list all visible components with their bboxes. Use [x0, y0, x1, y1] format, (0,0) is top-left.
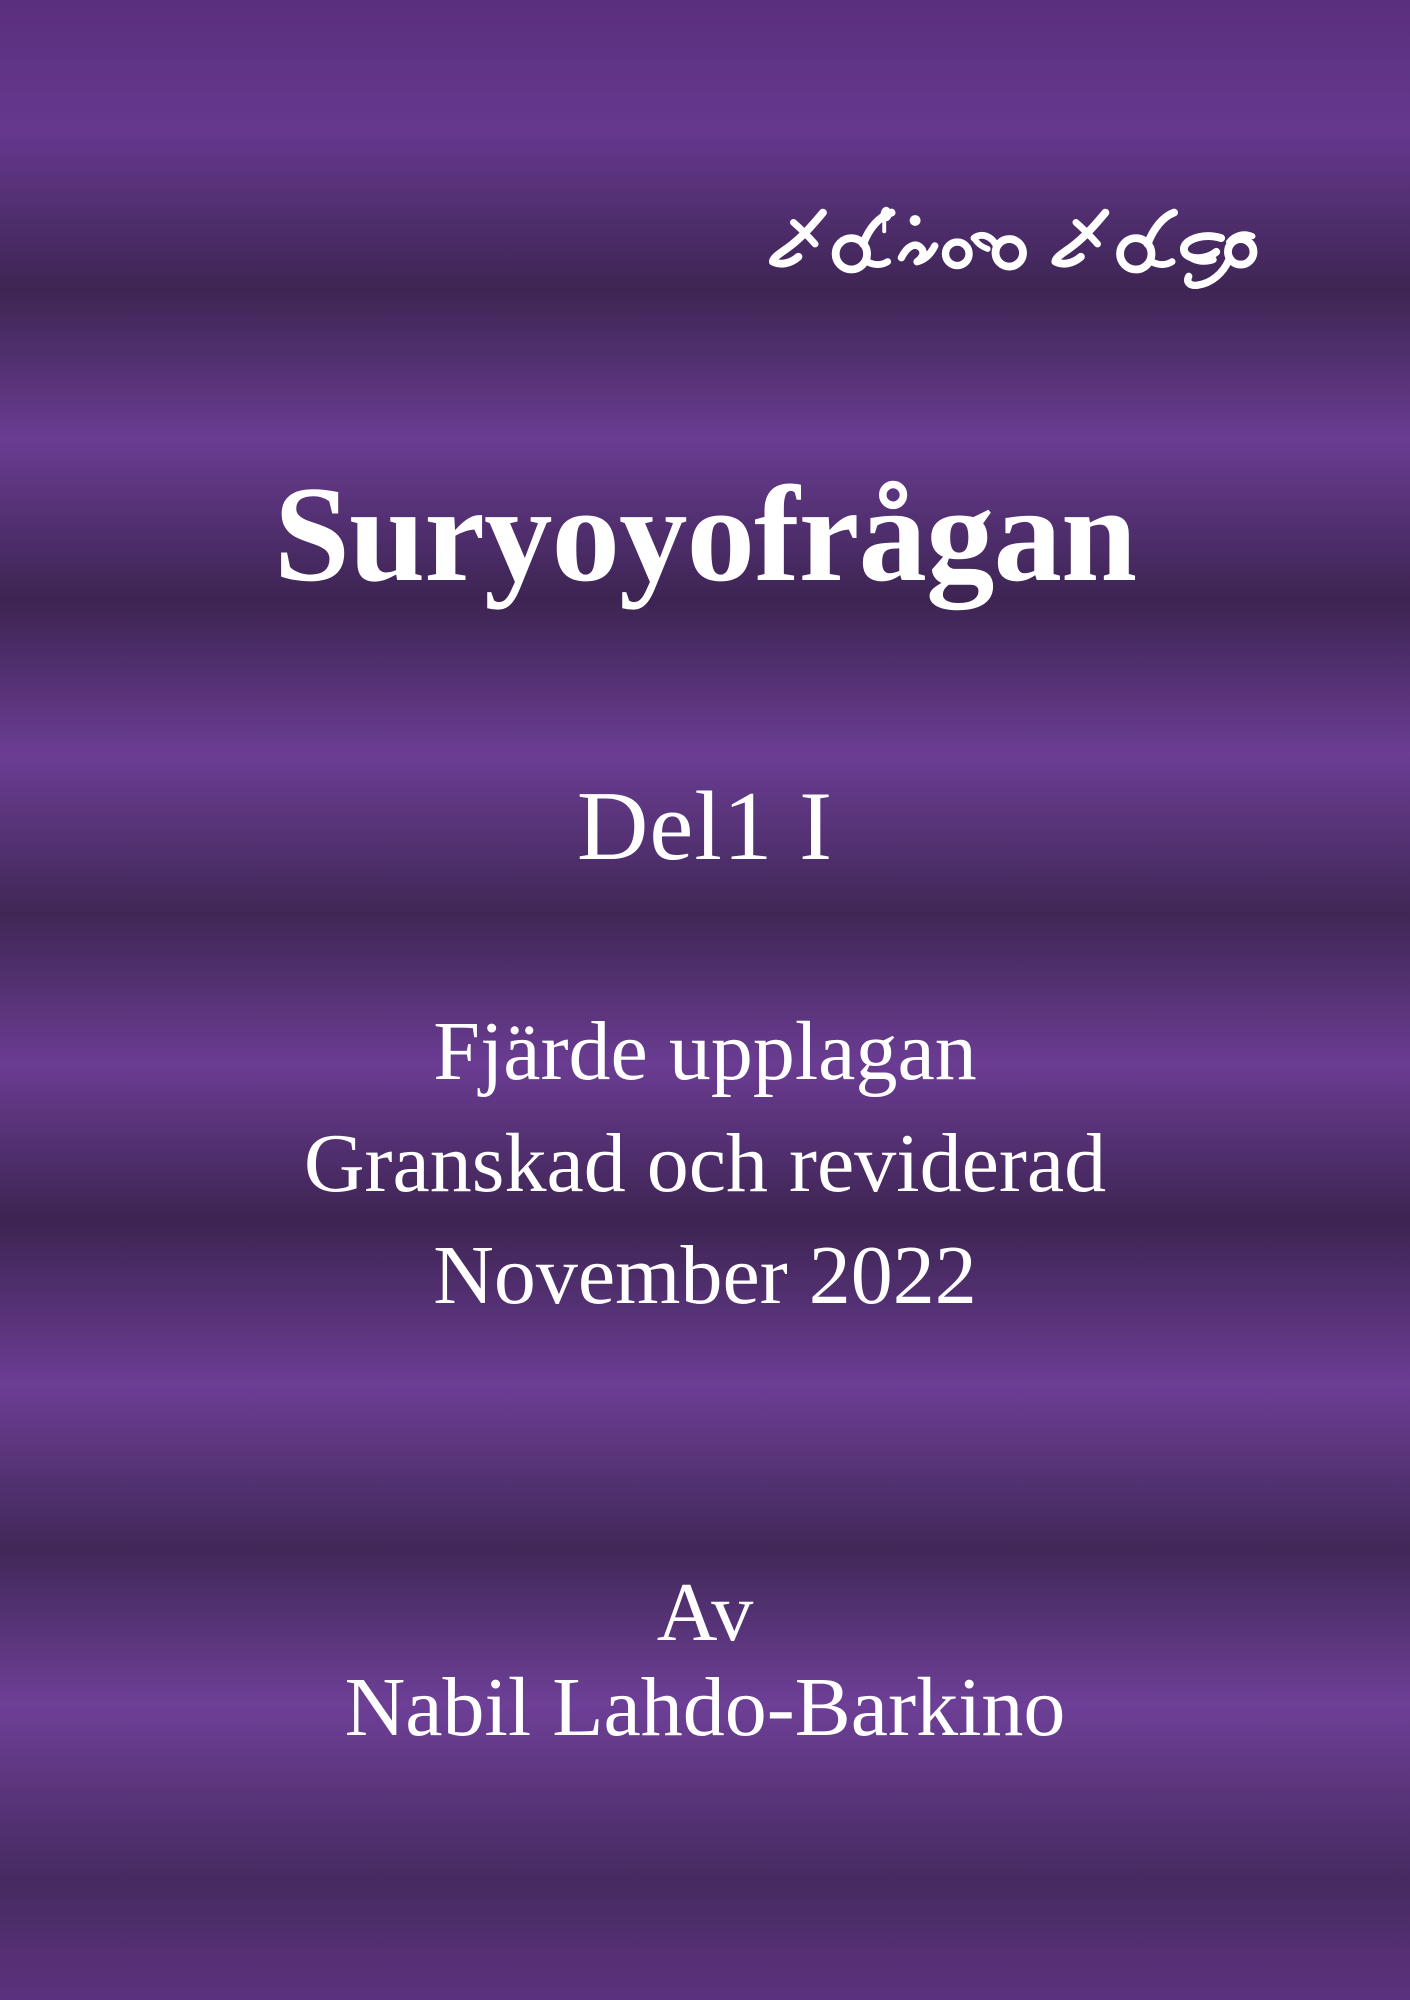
edition-line-1: Fjärde upplagan: [433, 1005, 977, 1098]
part-label: Del1 I: [576, 772, 834, 881]
edition-block: [0, 996, 1410, 1332]
syriac-calligraphy-icon: [768, 196, 1278, 292]
author-name: Nabil Lahdo-Barkino: [344, 1661, 1066, 1754]
byline-prefix: Av: [656, 1566, 754, 1659]
book-title: Suryoyofrågan: [273, 458, 1137, 610]
edition-line-2: Granskad och reviderad: [303, 1117, 1107, 1210]
byline-block: [0, 1565, 1410, 1755]
edition-line-3: November 2022: [433, 1229, 977, 1322]
syriac-title: [768, 196, 1278, 292]
